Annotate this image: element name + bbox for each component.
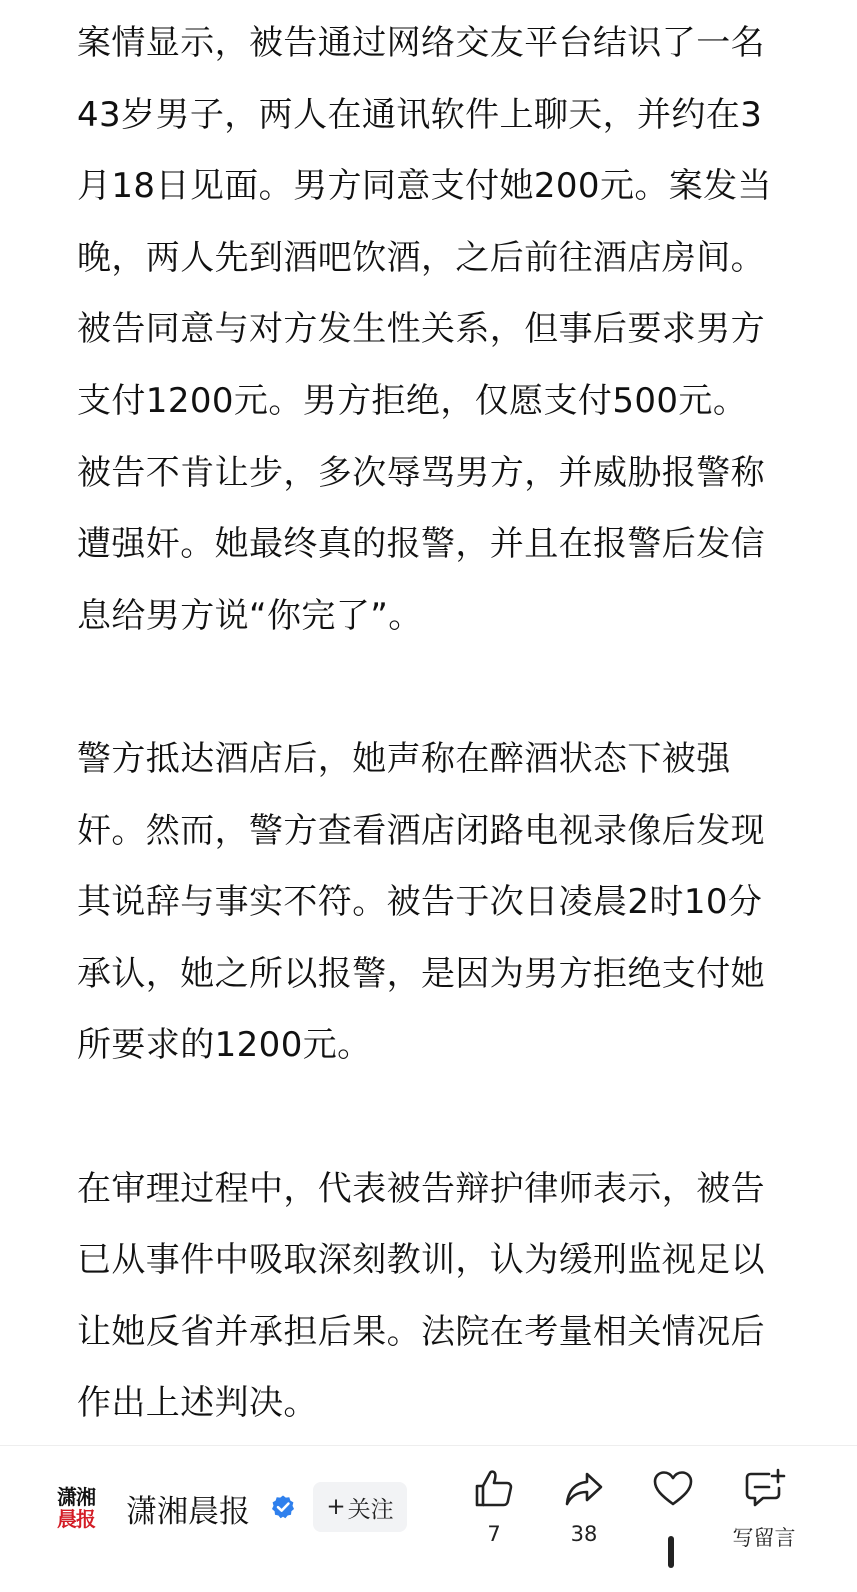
comment-label: 写留言 — [732, 1526, 796, 1550]
heart-icon — [650, 1466, 696, 1512]
follow-button[interactable] — [313, 1482, 407, 1532]
like-button[interactable] — [449, 1466, 539, 1546]
article-paragraph-2: 警方抵达酒店后，她声称在醉酒状态下被强奸。然而，警方查看酒店闭路电视录像后发现其说辞与事实不符。被告于次日凌晨2时10分承认，她之所以报警，是因为男方拒绝支付她所要求的1200元。 — [77, 738, 765, 1066]
follow-plus-icon: + — [326, 1494, 346, 1520]
favorite-button[interactable] — [628, 1466, 718, 1522]
verified-badge-icon — [270, 1494, 296, 1520]
thumbs-up-icon — [471, 1466, 517, 1512]
article-body — [77, 8, 772, 1440]
like-count: 7 — [487, 1522, 501, 1546]
share-arrow-icon — [561, 1466, 607, 1512]
article-paragraph-3: 在审理过程中，代表被告辩护律师表示，被告已从事件中吸取深刻教训，认为缓刑监视足以让她反省并承担后果。法院在考量相关情况后作出上述判决。 — [77, 1168, 765, 1424]
share-count: 38 — [570, 1522, 598, 1546]
comment-button[interactable] — [719, 1466, 809, 1552]
article-paragraph-1: 案情显示，被告通过网络交友平台结识了一名43岁男子，两人在通讯软件上聊天，并约在3月18日见面。男方同意支付她200元。案发当晚，两人先到酒吧饮酒，之后前往酒店房间。被告同意与对方发生性关系，但事后要求男方支付1200元。男方拒绝，仅愿支付500元。被告不肯让步，多次辱骂男方，并威胁报警称遭强奸。她最终真的报警，并且在报警后发信息给男方说“你完了”。 — [77, 23, 772, 636]
source-logo-top: 潇湘 — [57, 1485, 95, 1509]
comment-plus-icon — [741, 1466, 787, 1512]
bottom-action-bar — [0, 1445, 857, 1592]
source-name[interactable]: 潇湘晨报 — [126, 1494, 250, 1530]
source-logo-bottom: 晨报 — [57, 1507, 95, 1531]
share-button[interactable] — [539, 1466, 629, 1546]
system-gesture-indicator — [668, 1536, 674, 1568]
source-logo[interactable] — [50, 1484, 102, 1532]
follow-label: 关注 — [347, 1496, 394, 1523]
